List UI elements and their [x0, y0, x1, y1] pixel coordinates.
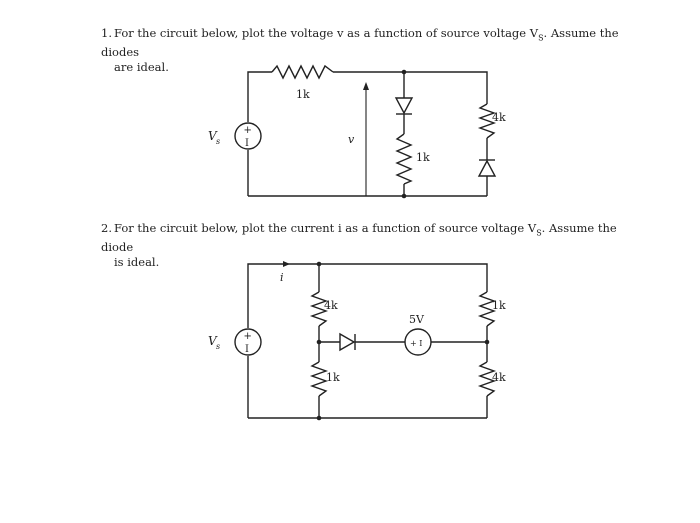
- circuit-1-junction-top: [402, 70, 407, 75]
- circuit-2-current-label: i: [280, 271, 284, 284]
- svg-text:+: +: [243, 331, 252, 342]
- problem-1-line1-end: . Assume the diodes: [101, 26, 619, 60]
- circuit-1-top-resistor: [272, 66, 333, 78]
- problem-2-line1-end: . Assume the diode: [101, 221, 617, 255]
- circuit-1-source-label: V: [208, 129, 217, 143]
- circuit-2-left-bottom-resistor-label: 1k: [326, 371, 340, 384]
- problem-1-line2: are ideal.: [114, 60, 169, 75]
- problem-2-line2: is ideal.: [114, 255, 160, 270]
- problem-2-subscript: S: [536, 228, 542, 238]
- circuit-2-junction-top: [317, 262, 322, 267]
- circuit-2-junction-bottom: [317, 416, 322, 421]
- problem-1-subscript: S: [538, 33, 544, 43]
- circuit-1-wires: [248, 72, 487, 196]
- circuit-2-right-bottom-resistor-label: 4k: [492, 371, 506, 384]
- circuit-2-diode: [340, 334, 355, 350]
- problem-1-line1: For the circuit below, plot the voltage v as a function of source voltage V: [114, 26, 539, 40]
- circuit-1-diode-middle: [396, 98, 412, 114]
- svg-text:+: +: [243, 125, 252, 136]
- circuit-1-source-subscript: s: [216, 137, 221, 146]
- circuit-1-source: [235, 123, 261, 149]
- circuit-2-current-arrow: [283, 261, 290, 267]
- circuit-2-wires: [248, 264, 487, 418]
- problem-2-line1: For the circuit below, plot the current i as a function of source voltage V: [114, 221, 537, 235]
- circuit-1-junction-bottom: [402, 194, 407, 199]
- circuit-2-source: [235, 329, 261, 355]
- circuit-1-right-resistor-label: 4k: [492, 111, 506, 124]
- circuit-1-diode-right: [479, 160, 495, 176]
- circuit-2-source-label: V: [208, 334, 217, 348]
- circuit-2-left-bottom-resistor: [312, 362, 326, 396]
- circuit-2: [208, 261, 506, 420]
- circuit-2-left-top-resistor-label: 4k: [324, 299, 338, 312]
- circuit-2-dc-source-label: 5V: [409, 313, 424, 326]
- circuit-1-middle-resistor: [397, 134, 411, 184]
- circuit-2-source-subscript: s: [216, 342, 221, 351]
- problem-1-number: 1.: [101, 26, 112, 40]
- svg-text:I: I: [245, 344, 249, 355]
- circuit-1-middle-resistor-label: 1k: [416, 151, 430, 164]
- circuit-2-junction-right-mid: [485, 340, 490, 345]
- circuit-2-junction-left-mid: [317, 340, 322, 345]
- circuit-2-right-top-resistor-label: 1k: [492, 299, 506, 312]
- problem-2-number: 2.: [101, 221, 112, 235]
- circuit-1-voltage-label: v: [348, 133, 355, 146]
- circuit-1-top-resistor-label: 1k: [296, 88, 310, 101]
- svg-text:I: I: [245, 138, 249, 149]
- circuit-1-voltage-arrow: [363, 82, 369, 196]
- circuit-2-dc-source-polarity: + I: [410, 339, 423, 348]
- circuit-1: [208, 66, 506, 198]
